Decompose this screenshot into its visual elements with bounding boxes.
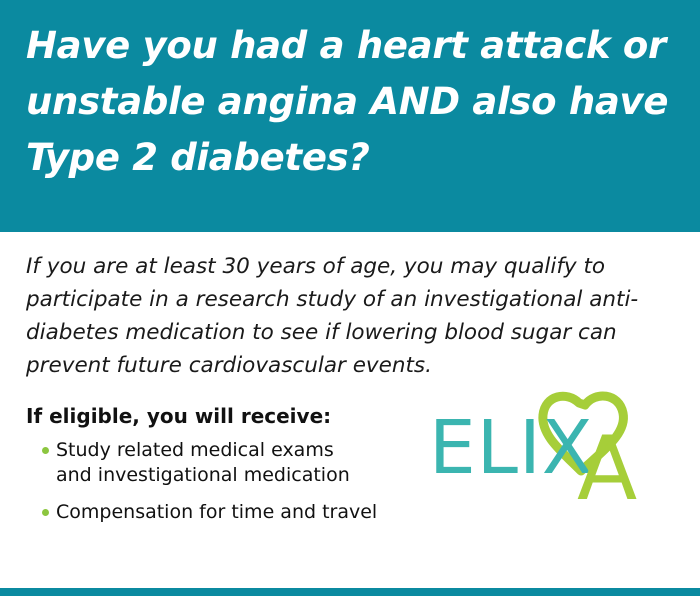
svg-text:A: A — [577, 417, 638, 519]
bullet-icon — [42, 509, 49, 516]
bottom-rule — [0, 588, 700, 596]
body-content — [0, 232, 700, 525]
list-item — [42, 438, 462, 488]
bullet-icon — [42, 447, 49, 454]
study-description: If you are at least 30 years of age, you may qualify to participate in a research study of an investigational anti-diabetes medication to see if lowering blood sugar can prevent future cardiovascular events. — [26, 254, 639, 378]
elixa-logo — [429, 389, 674, 519]
eligibility-heading: If eligible, you will receive: — [26, 404, 332, 428]
benefit-line-1: Compensation for time and travel — [56, 501, 378, 523]
benefits-list — [26, 438, 462, 525]
list-item — [42, 500, 462, 525]
headline-band — [0, 0, 700, 232]
svg-text:ELIX: ELIX — [429, 405, 594, 491]
page-title: Have you had a heart attack or unstable angina AND also have Type 2 diabetes? — [26, 24, 669, 179]
benefit-line-1: Study related medical exams — [56, 439, 334, 461]
benefit-line-2: and investigational medication — [56, 464, 350, 486]
